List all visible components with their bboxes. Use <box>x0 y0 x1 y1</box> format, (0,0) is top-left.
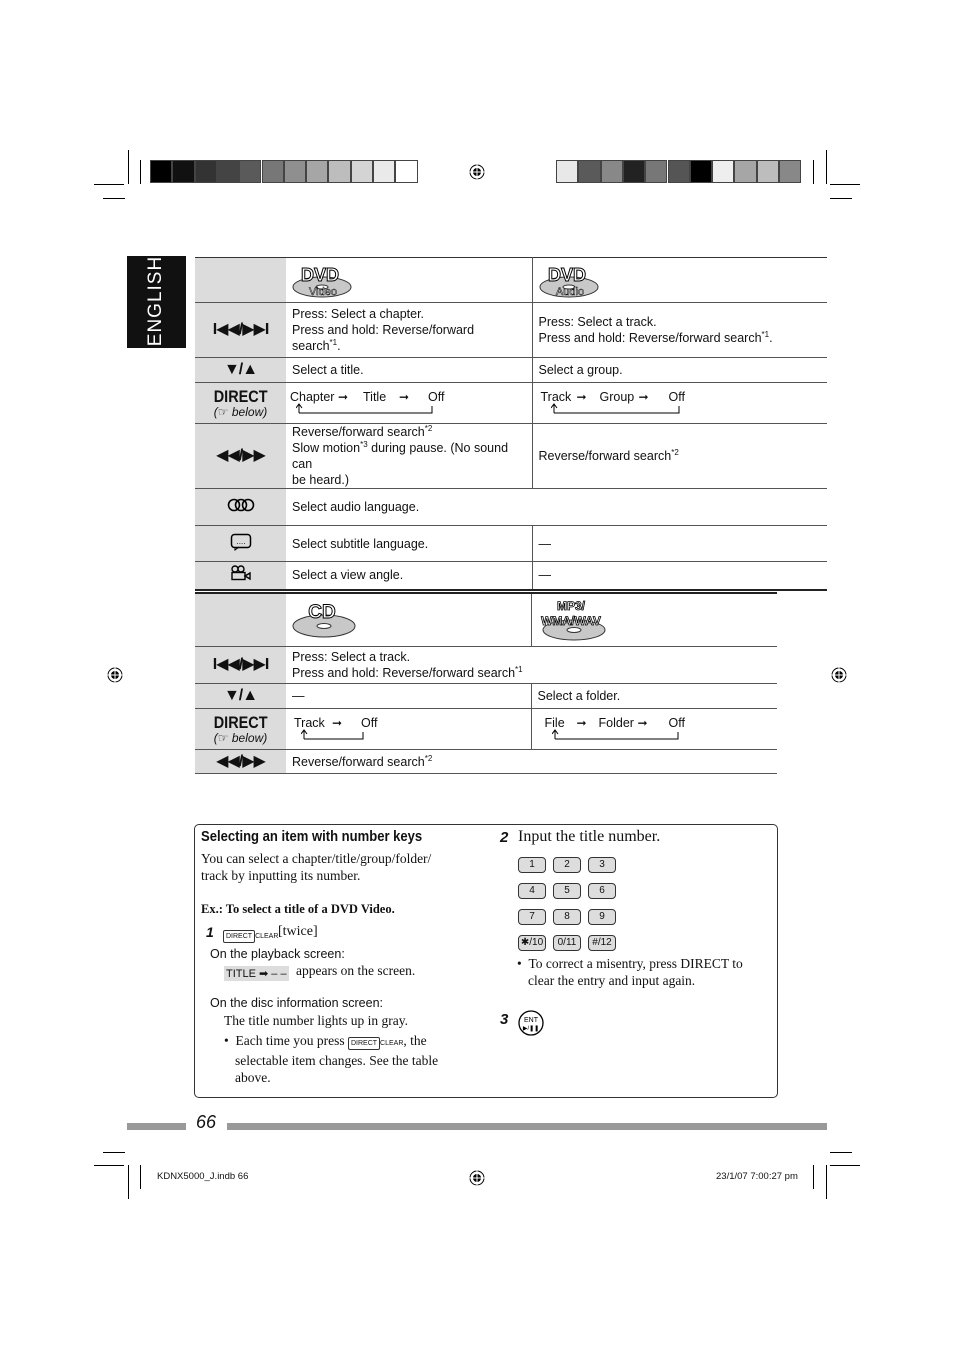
dvd-audio-search-cell: Reverse/forward search$^{*2}$ <box>532 424 827 489</box>
header-blank-cell <box>195 593 286 647</box>
number-keypad <box>518 854 628 958</box>
audio-language-cell: Select audio language. <box>286 489 827 526</box>
crop-mark <box>830 1165 860 1166</box>
svg-text:MP3/: MP3/ <box>556 599 585 613</box>
color-swatch <box>712 160 734 183</box>
angle-icon <box>195 562 286 590</box>
crop-mark <box>94 1165 124 1166</box>
direct-button-cell: DIRECT (☞ below) <box>195 383 286 424</box>
language-side-tab <box>127 256 186 348</box>
crop-mark <box>826 1165 827 1199</box>
step-1-text: [twice] <box>278 924 318 939</box>
example-heading: Ex.: To select a title of a DVD Video. <box>201 902 395 916</box>
loop-back-arrow-icon <box>552 729 692 741</box>
crop-mark <box>128 1165 129 1199</box>
page-footer-bar-right <box>227 1123 827 1130</box>
cd-mp3-function-table <box>195 592 777 774</box>
color-swatch <box>195 160 217 183</box>
crop-mark <box>103 1152 125 1153</box>
crop-mark <box>94 184 124 185</box>
color-swatch <box>239 160 261 183</box>
registration-mark-icon <box>468 1169 486 1187</box>
number-key: 4 <box>518 883 546 899</box>
svg-text:DVD: DVD <box>300 265 340 285</box>
svg-text:WMA/WAV: WMA/WAV <box>540 614 601 628</box>
loop-back-arrow-icon <box>551 403 691 415</box>
crop-mark <box>830 184 860 185</box>
crop-mark <box>830 1152 852 1153</box>
skip-button-icon: I◀◀/▶▶I <box>195 647 286 684</box>
number-key: 1 <box>518 857 546 873</box>
crop-mark <box>813 160 814 184</box>
color-swatch <box>645 160 667 183</box>
step-3-number: 3 <box>500 1011 509 1028</box>
color-swatch <box>328 160 350 183</box>
arrow-right-icon: ➡ <box>259 968 269 980</box>
dvd-video-logo-icon <box>292 258 356 298</box>
svg-text:Video: Video <box>309 286 337 298</box>
color-swatch <box>395 160 417 183</box>
subtitle-audio-cell: — <box>532 526 827 562</box>
registration-mark-icon <box>830 666 848 684</box>
number-key: 7 <box>518 909 546 925</box>
arrow-right-icon: ➞ <box>338 390 349 404</box>
dvd-audio-skip-cell: Press: Select a track. Press and hold: Reverse/forward search$^{*1}$. <box>532 303 827 358</box>
dvd-function-table <box>195 257 827 591</box>
view-angle-cell: Select a view angle. <box>286 562 532 590</box>
color-swatch <box>779 160 801 183</box>
svg-text:▶/❚❚: ▶/❚❚ <box>522 1026 540 1032</box>
cd-logo-cell <box>286 593 531 647</box>
registration-mark-icon <box>468 163 486 181</box>
disc-info-text: The title number lights up in gray. <box>224 1013 408 1028</box>
color-swatch <box>150 160 172 183</box>
crop-mark <box>128 150 129 184</box>
number-keys-info-box <box>194 824 778 1098</box>
color-swatch <box>668 160 690 183</box>
dvd-audio-logo-cell <box>532 258 827 303</box>
direct-clear-button-icon: DIRECT CLEAR <box>223 925 278 943</box>
color-swatch <box>734 160 756 183</box>
box-title: Selecting an item with number keys <box>201 829 423 845</box>
dvd-audio-updown-cell: Select a group. <box>532 358 827 383</box>
color-swatch <box>262 160 284 183</box>
registration-mark-icon <box>106 666 124 684</box>
audio-icon <box>195 489 286 526</box>
up-down-button-icon: ▼/▲ <box>195 358 286 383</box>
mp3-wma-wav-logo-icon <box>538 594 612 642</box>
number-key: 8 <box>553 909 581 925</box>
dvd-audio-logo-icon <box>539 258 603 298</box>
direct-clear-button-icon: DIRECT <box>348 1037 380 1050</box>
number-key: 2 <box>553 857 581 873</box>
color-swatch <box>757 160 779 183</box>
color-swatch <box>351 160 373 183</box>
cd-skip-cell: Press: Select a track. Press and hold: Reverse/forward search$^{*1}$ <box>286 647 777 684</box>
arrow-right-icon: ➞ <box>638 390 649 404</box>
up-down-button-icon: ▼/▲ <box>195 684 286 709</box>
crop-mark <box>140 1165 141 1189</box>
mp3-updown-cell: Select a folder. <box>531 684 777 709</box>
number-key: 5 <box>553 883 581 899</box>
pointing-hand-icon: ☞ <box>217 404 229 419</box>
number-key: #/12 <box>588 935 616 951</box>
direct-button-cell: DIRECT (☞ below) <box>195 709 286 750</box>
arrow-right-icon: ➞ <box>332 716 343 730</box>
intro-text: You can select a chapter/title/group/folder/ track by inputting its number. <box>201 851 432 883</box>
enter-button-icon <box>518 1010 546 1038</box>
arrow-right-icon: ➞ <box>576 390 587 404</box>
number-key: 0/11 <box>553 935 581 951</box>
crop-mark <box>826 150 827 184</box>
cd-direct-cycle: Track ➞ Off <box>286 709 531 750</box>
step-2-number: 2 <box>500 829 509 846</box>
dvd-video-search-cell: Reverse/forward search$^{*2}$ Slow motion$^{*3}$ during pause. (No sound can be heard.) <box>286 424 532 489</box>
cd-search-cell: Reverse/forward search$^{*2}$ <box>286 750 777 774</box>
crop-mark <box>140 160 141 184</box>
color-swatch <box>601 160 623 183</box>
crop-mark <box>103 198 125 199</box>
skip-button-icon: I◀◀/▶▶I <box>195 303 286 358</box>
color-swatch <box>373 160 395 183</box>
mp3-direct-cycle: File ➞ Folder ➞ Off <box>531 709 777 750</box>
color-swatch <box>284 160 306 183</box>
color-swatch <box>556 160 578 183</box>
step-1-number: 1 <box>206 924 214 940</box>
title-indicator: TITLE ➡ – – <box>226 968 287 980</box>
dvd-audio-direct-cycle: Track ➞ Group ➞ Off <box>532 383 827 424</box>
subtitle-language-cell: Select subtitle language. <box>286 526 532 562</box>
arrow-right-icon: ➞ <box>576 716 587 730</box>
svg-text:DVD: DVD <box>547 265 586 285</box>
dvd-video-direct-cycle: Chapter ➞ Title ➞ Off <box>286 383 532 424</box>
pointing-hand-icon: ☞ <box>217 730 229 745</box>
svg-text:ENT: ENT <box>524 1017 538 1024</box>
playback-screen-text: appears on the screen. <box>296 963 416 978</box>
search-button-icon: ◀◀/▶▶ <box>195 750 286 774</box>
number-key: 9 <box>588 909 616 925</box>
svg-text:Audio: Audio <box>555 286 584 298</box>
bullet-note: • Each time you press DIRECT CLEAR, the selectable item changes. See the table above. <box>224 1033 439 1085</box>
crop-mark <box>813 1165 814 1189</box>
footer-timestamp: 23/1/07 7:00:27 pm <box>716 1171 798 1182</box>
view-angle-audio-cell: — <box>532 562 827 590</box>
search-button-icon: ◀◀/▶▶ <box>195 424 286 489</box>
step-2-text: Input the title number. <box>518 828 661 845</box>
color-swatch <box>623 160 645 183</box>
color-swatch <box>217 160 239 183</box>
arrow-right-icon: ➞ <box>637 716 648 730</box>
cd-updown-cell: — <box>286 684 531 709</box>
disc-info-label: On the disc information screen: <box>210 996 383 1010</box>
number-key: 6 <box>588 883 616 899</box>
page-number: 66 <box>196 1112 217 1132</box>
svg-text:....: .... <box>236 536 245 546</box>
footer-file-name: KDNX5000_J.indb 66 <box>157 1171 249 1182</box>
color-swatch <box>690 160 712 183</box>
direct-button-label: DIRECT <box>213 712 268 732</box>
dvd-video-updown-cell: Select a title. <box>286 358 532 383</box>
number-key: ✱/10 <box>518 935 546 951</box>
color-swatch <box>306 160 328 183</box>
correction-note: • To correct a misentry, press DIRECT to clear the entry and input again. <box>517 956 743 988</box>
dvd-video-logo-cell <box>286 258 532 303</box>
direct-button-label: DIRECT <box>213 386 268 406</box>
loop-back-arrow-icon <box>296 403 436 415</box>
loop-back-arrow-icon <box>301 729 381 741</box>
cd-logo-icon <box>292 596 358 640</box>
svg-text:CD: CD <box>308 602 336 623</box>
language-label: ENGLISH <box>145 255 166 347</box>
playback-screen-label: On the playback screen: <box>210 947 345 961</box>
crop-mark <box>830 198 852 199</box>
subtitle-icon <box>195 526 286 562</box>
color-swatch <box>172 160 194 183</box>
color-swatch <box>578 160 600 183</box>
mp3-wma-wav-logo-cell <box>531 593 777 647</box>
page-footer-bar-left <box>127 1123 186 1130</box>
dvd-video-skip-cell: Press: Select a chapter. Press and hold: Reverse/forward search$^{*1}$. <box>286 303 532 358</box>
header-blank-cell <box>195 258 286 303</box>
number-key: 3 <box>588 857 616 873</box>
arrow-right-icon: ➞ <box>399 390 410 404</box>
